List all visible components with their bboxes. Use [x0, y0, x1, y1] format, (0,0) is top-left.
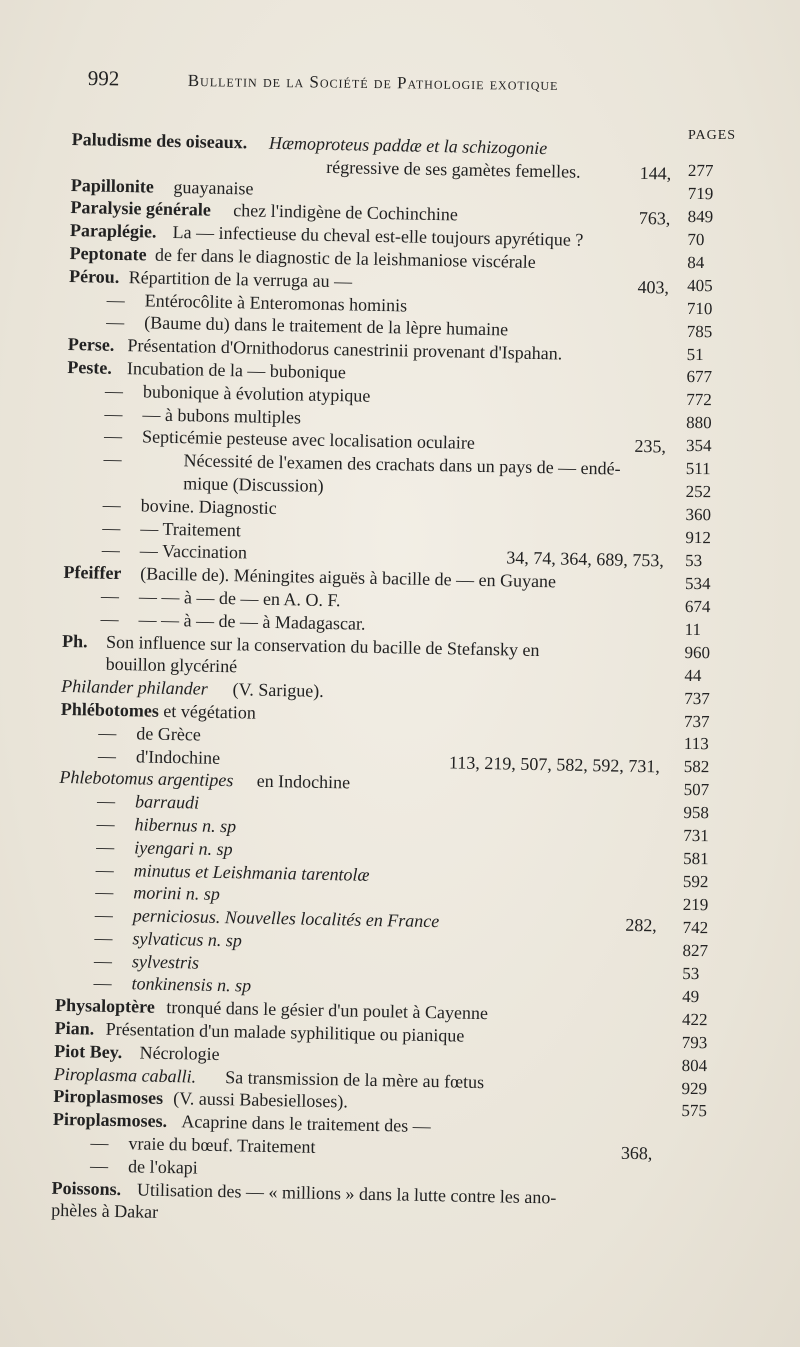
page-ref: 49 — [682, 986, 700, 1006]
page-ref: 511 — [685, 459, 711, 479]
entry-heading: Papillonite — [70, 174, 155, 197]
entry-heading: — — [95, 881, 114, 903]
entry-text: de Grèce — [136, 723, 202, 745]
entry-heading: Paraplégie. — [69, 220, 157, 242]
page-ref: 880 — [686, 413, 712, 433]
entry-text: Acaprine dans le traitement des — — [181, 1111, 431, 1137]
entry-heading: — — [90, 1132, 109, 1153]
entry-heading: Ph. — [61, 630, 88, 651]
page-ref: 252 — [685, 482, 712, 502]
page-ref: 912 — [685, 527, 711, 548]
page-ref: 731 — [683, 826, 709, 846]
page-header — [88, 58, 688, 104]
entry-heading: Paralysie générale — [70, 197, 212, 221]
entry-text: Nécessité de l'examen des crachats dans un pays de — endé- — [183, 450, 621, 479]
page-ref: 53 — [682, 963, 700, 983]
entry-heading: Paludisme des oiseaux. — [71, 128, 248, 153]
entry-text: (V. aussi Babesielloses). — [172, 1088, 348, 1112]
entry-heading: Phlébotomes — [60, 698, 160, 721]
entry-heading: Piroplasmoses. — [52, 1109, 168, 1132]
page-ref: 677 — [686, 367, 713, 387]
entry-heading: — — [96, 813, 115, 834]
page-ref: 582 — [683, 757, 710, 777]
entry-text: (Bacille de). Méningites aiguës à bacille de — en Guyane — [140, 563, 557, 592]
page-ref: 737 — [684, 688, 710, 708]
entry-text: chez l'indigène de Cochinchine — [233, 200, 459, 225]
page-ref: 360 — [685, 505, 712, 525]
entry-heading: — — [98, 722, 117, 743]
entry-heading: — — [94, 927, 113, 948]
entry-heading: Perse. — [67, 334, 115, 356]
entry-text: Incubation de la — bubonique — [126, 358, 347, 383]
entry-heading: Pian. — [54, 1017, 95, 1039]
entry-text: bouillon glycériné — [105, 654, 238, 677]
entry-text: sylvaticus n. sp — [132, 928, 243, 951]
entry-text: tronqué dans le gésier d'un poulet à Cayenne — [166, 997, 489, 1024]
entry-inline-refs: 403, — [637, 276, 670, 298]
entry-text: barraudi — [134, 791, 200, 813]
page-ref: 44 — [684, 665, 702, 685]
entry-heading: — — [103, 448, 122, 470]
page-ref: 277 — [687, 160, 714, 181]
page-ref: 719 — [687, 183, 714, 204]
entry-heading: — — [104, 403, 123, 424]
entry-heading: Poissons. — [51, 1177, 122, 1199]
page-ref: 581 — [683, 849, 709, 869]
entry-heading: — — [106, 289, 125, 310]
page-ref: 849 — [687, 206, 714, 227]
entry-text: hibernus n. sp — [134, 814, 237, 837]
entry-text: minutus et Leishmania tarentolæ — [133, 859, 370, 885]
entry-text: mique (Discussion) — [183, 473, 324, 496]
index-entries — [51, 128, 672, 1234]
page-ref: 742 — [682, 917, 709, 938]
page-ref: 405 — [687, 275, 713, 295]
entry-heading: Physaloptère — [54, 995, 156, 1018]
page-ref: 354 — [685, 436, 712, 456]
entry-heading: Piroplasma caballi. — [53, 1063, 197, 1087]
entry-inline-refs: 113, 219, 507, 582, 592, 731, — [448, 751, 661, 776]
entry-text: de l'okapi — [127, 1156, 198, 1178]
entry-text: (V. Sarigue). — [232, 679, 324, 702]
entry-text: Sa transmission de la mère au fœtus — [225, 1066, 485, 1092]
entry-text: tonkinensis n. sp — [131, 973, 252, 997]
entry-heading: Peptonate — [69, 242, 147, 265]
entry-heading: — — [93, 973, 112, 994]
page-ref: 575 — [681, 1101, 707, 1121]
entry-heading: Peste. — [67, 356, 113, 378]
entry-text: Répartition de la verruga au — — [128, 266, 353, 292]
entry-heading: — — [93, 950, 113, 971]
page-ref: 113 — [683, 734, 709, 754]
page-reference-column — [681, 160, 748, 1124]
entry-text: de fer dans le diagnostic de la leishmaniose viscérale — [154, 244, 536, 272]
entry-text: — — à — de — en A. O. F. — [138, 586, 341, 611]
entry-text: sylvestris — [131, 950, 200, 973]
entry-text: morini n. sp — [133, 882, 221, 905]
entry-inline-refs: 368, — [620, 1142, 653, 1164]
page-ref: 737 — [684, 711, 710, 731]
entry-heading: — — [100, 608, 119, 629]
entry-heading: — — [106, 312, 125, 333]
page-ref: 960 — [684, 642, 711, 662]
page-ref: 793 — [681, 1032, 708, 1052]
entry-text: — à bubons multiples — [142, 403, 302, 428]
entry-text: La — infectieuse du cheval est-elle toujours apyrétique ? — [172, 222, 584, 251]
entry-text: et végétation — [163, 700, 257, 723]
page-ref: 592 — [682, 872, 709, 892]
entry-text: iyengari n. sp — [134, 837, 233, 859]
page-ref: 772 — [686, 390, 712, 410]
entry-text: Entérocôlite à Enteromonas hominis — [144, 290, 408, 316]
page-ref: 70 — [687, 229, 705, 249]
entry-text: — Traitement — [140, 517, 242, 540]
page-ref: 674 — [684, 596, 711, 616]
entry-heading: — — [102, 517, 121, 538]
page-ref: 804 — [681, 1055, 708, 1075]
entry-heading: Piot Bey. — [54, 1040, 123, 1063]
entry-heading: — — [100, 585, 120, 606]
entry-text: guayanaise — [173, 176, 254, 199]
page-ref: 51 — [686, 344, 704, 364]
entry-heading: — — [103, 426, 123, 447]
entry-heading: Philander philander — [61, 676, 208, 699]
entry-text: perniciosus. Nouvelles localités en France — [132, 905, 440, 932]
page-ref: 929 — [681, 1078, 708, 1098]
entry-heading: — — [96, 790, 116, 812]
page-ref: 785 — [686, 321, 713, 341]
entry-text: Hæmoproteus paddæ et la schizogonie — [268, 132, 548, 159]
running-title: Bulletin de la Société de Pathologie exotique — [187, 71, 559, 94]
entry-heading: Pfeiffer — [63, 562, 122, 584]
page-ref: 84 — [687, 252, 705, 272]
entry-text: Nécrologie — [139, 1042, 220, 1064]
entry-heading: Phlebotomus argentipes — [59, 767, 234, 791]
page-ref: 710 — [686, 298, 713, 318]
entry-inline-refs: 282, — [625, 914, 657, 936]
page-ref: 219 — [682, 894, 709, 915]
entry-heading: Pérou. — [68, 265, 120, 287]
entry-inline-refs: 34, 74, 364, 689, 753, — [506, 547, 664, 571]
entry-inline-refs: 144, — [639, 162, 672, 184]
entry-heading: — — [104, 380, 124, 401]
entry-heading: — — [102, 494, 121, 515]
page-ref: 507 — [683, 780, 710, 800]
page-ref: 53 — [685, 550, 703, 571]
entry-text: bovine. Diagnostic — [140, 495, 277, 518]
entry-text: Présentation d'un malade syphilitique ou pianique — [105, 1018, 465, 1046]
entry-text: — Vaccination — [139, 540, 248, 563]
entry-text: Présentation d'Ornithodorus canestrinii provenant d'Ispahan. — [127, 335, 563, 364]
entry-inline-refs: 235, — [634, 436, 667, 457]
entry-inline-refs: 763, — [638, 208, 671, 229]
page-ref: 827 — [682, 940, 709, 961]
entry-text: — — à — de — à Madagascar. — [138, 609, 366, 634]
entry-heading: Piroplasmoses — [53, 1086, 164, 1109]
entry-text: (Baume du) dans le traitement de la lèpre humaine — [144, 312, 509, 340]
entry-text: en Indochine — [256, 770, 351, 793]
entry-text: vraie du bœuf. Traitement — [128, 1133, 316, 1157]
entry-text: Son influence sur la conservation du bacille de Stefansky en — [105, 631, 540, 660]
page-ref: 11 — [684, 619, 702, 639]
entry-text: bubonique à évolution atypique — [142, 381, 371, 406]
entry-text: phèles à Dakar — [51, 1200, 159, 1223]
page-ref: 958 — [683, 803, 710, 823]
entry-text: Septicémie pesteuse avec localisation oculaire — [141, 426, 476, 454]
entry-heading: — — [97, 745, 117, 766]
entry-heading: — — [101, 539, 121, 561]
page-ref: 534 — [684, 573, 711, 594]
entry-heading: — — [89, 1155, 109, 1176]
entry-heading: — — [96, 836, 115, 857]
entry-text: régressive de ses gamètes femelles. — [326, 156, 581, 182]
pages-column-label: PAGES — [688, 128, 737, 143]
entry-heading: — — [95, 859, 114, 880]
entry-heading: — — [94, 904, 114, 926]
entry-text: d'Indochine — [135, 745, 221, 768]
page-ref: 422 — [681, 1009, 708, 1029]
page-number: 992 — [87, 65, 120, 91]
entry-text: Utilisation des — « millions » dans la lutte contre les ano- — [136, 1179, 557, 1208]
